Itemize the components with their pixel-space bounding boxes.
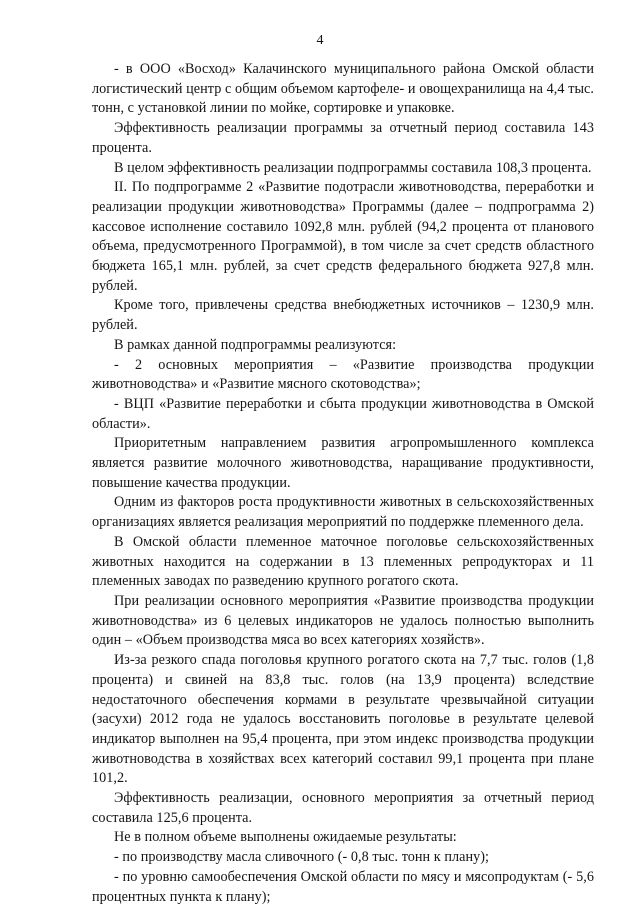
body-text xyxy=(92,60,594,907)
page-number: 4 xyxy=(316,33,324,48)
paragraph-logistics-center: - в ООО «Восход» Калачинского муниципального района Омской области логистический центр с общим объемом картофеле- и овощехранилища на 4,4 тыс. тонн, с установкой линии по мойке, сортировке и упаковке. xyxy=(92,61,594,117)
paragraph-priority: Приоритетным направлением развития агропромышленного комплекса является развитие молочного животноводства, наращивание продуктивности, повышение качества продукции. xyxy=(92,435,594,491)
paragraph-program-efficiency: Эффективность реализации программы за отчетный период составила 143 процента. xyxy=(92,120,594,156)
paragraph-breeding-stock: В Омской области племенное маточное поголовье сельскохозяйственных животных находится на содержании в 13 племенных репродукторах и 11 племенных заводах по разведению крупного рогатого скота. xyxy=(92,533,594,590)
paragraph-main-measures: - 2 основных мероприятия – «Развитие производства продукции животноводства» и «Развитие мясного скотоводства»; xyxy=(92,356,594,393)
paragraph-meat-self-sufficiency: - по уровню самообеспечения Омской области по мясу и мясопродуктам (- 5,6 процентных пункта к плану); xyxy=(92,868,594,905)
paragraph-indicators: При реализации основного мероприятия «Развитие производства продукции животноводства» из 6 целевых индикаторов не удалось полностью выполнить один – «Объем производства мяса во всех категориях хозяйств». xyxy=(92,592,594,649)
paragraph-extrabudgetary: Кроме того, привлечены средства внебюджетных источников – 1230,9 млн. рублей. xyxy=(92,297,594,334)
paragraph-subprogram-efficiency: В целом эффективность реализации подпрограммы составила 108,3 процента. xyxy=(114,159,592,176)
paragraph-subprogram-2-funding: II. По подпрограмме 2 «Развитие подотрасли животноводства, переработки и реализации продукции животноводства» Программы (далее – подпрограмма 2) кассовое исполнение составило 1092,8 млн. рублей (94,2 процента от планового объема, предусмотренного Программой), в том числе за счет средств областного бюджета 165,1 млн. рублей, за счет средств федерального бюджета 927,8 млн. рублей. xyxy=(92,179,594,294)
paragraph-butter: - по производству масла сливочного (- 0,8 тыс. тонн к плану); xyxy=(114,849,490,866)
paragraph-main-measure-efficiency: Эффективность реализации, основного мероприятия за отчетный период составила 125,6 процента. xyxy=(92,790,594,826)
paragraph-productivity-factor: Одним из факторов роста продуктивности животных в сельскохозяйственных организациях является реализация мероприятий по поддержке племенного дела. xyxy=(92,494,594,531)
paragraph-unfulfilled-intro: Не в полном объеме выполнены ожидаемые результаты: xyxy=(114,829,457,846)
paragraph-implemented-intro: В рамках данной подпрограммы реализуются: xyxy=(114,336,397,353)
paragraph-vcp: - ВЦП «Развитие переработки и сбыта продукции животноводства в Омской области». xyxy=(92,395,594,432)
paragraph-livestock-decline: Из-за резкого спада поголовья крупного рогатого скота на 7,7 тыс. голов (1,8 процента) и свиней на 83,8 тыс. голов (на 13,9 процента) вследствие недостаточного обеспечения кормами в результате чрезвычайной ситуации (засухи) 2012 года не удалось восстановить поголовье в результате целевой индикатор выполнен на 95,4 процента, при этом индекс производства продукции животноводства в хозяйствах всех категорий составил 99,1 процента при плане 101,2. xyxy=(92,652,594,787)
